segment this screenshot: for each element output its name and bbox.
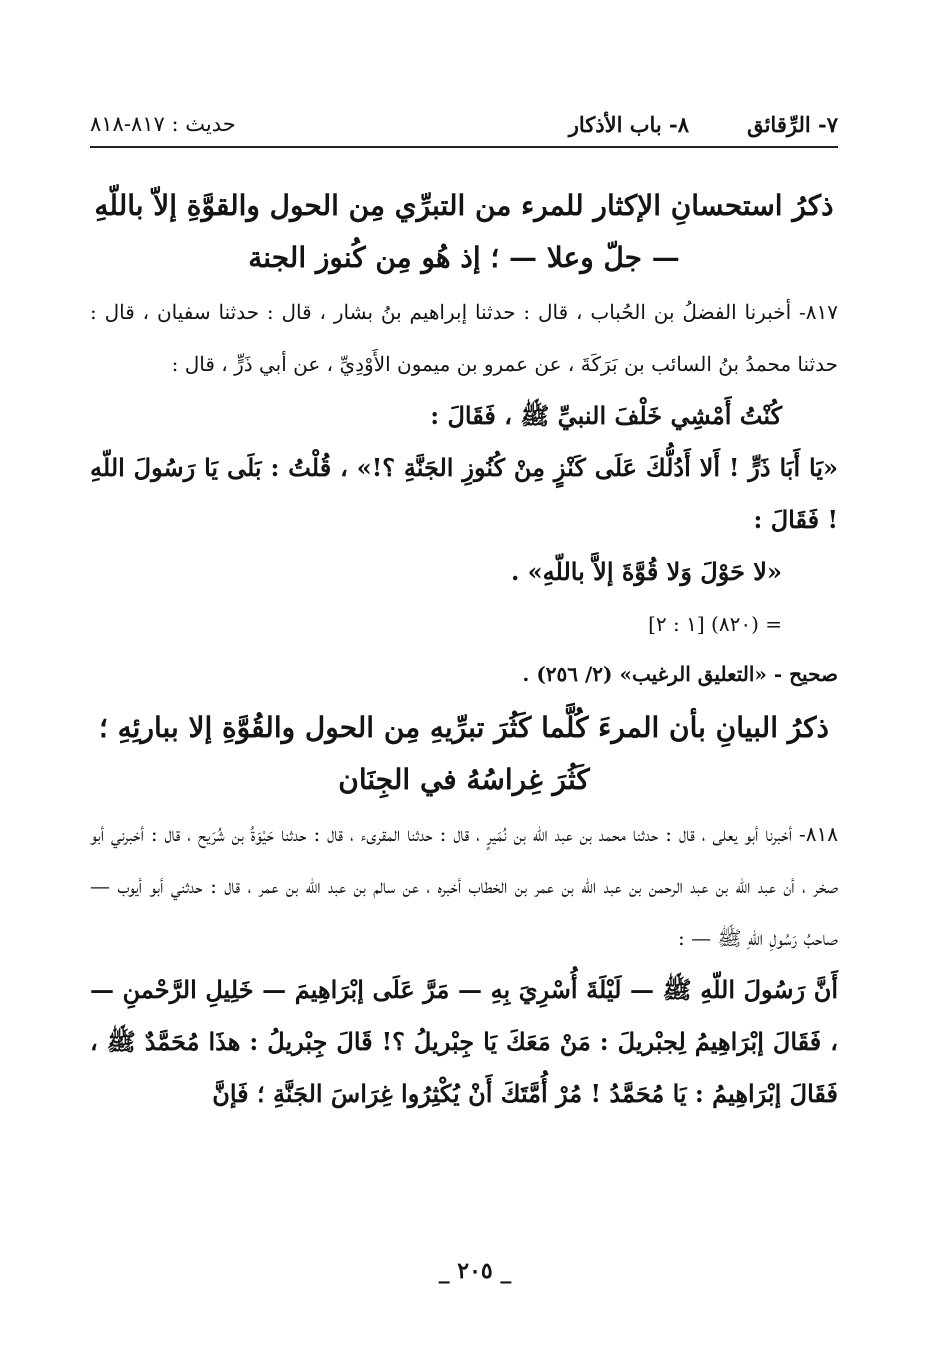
chapter-title: ٧- الرِّقائق xyxy=(747,112,838,137)
hadith-range: حديث : ٨١٧-٨١٨ xyxy=(90,112,236,136)
running-header xyxy=(90,106,838,148)
header-right xyxy=(569,112,838,137)
section-title: ٨- باب الأذكار xyxy=(568,112,690,137)
isnad-817: ٨١٧- أخبرنا الفضلُ بن الحُباب ، قال : حدثنا إبراهيم بنُ بشار ، قال : حدثنا سفيان ، قال : حدثنا محمدُ بنُ السائب بن بَرَكَةَ ، عن عمرو بن ميمون الأَوْدِيِّ ، عن أبي ذَرٍّ ، قال : xyxy=(90,300,838,376)
isnad-818: ٨١٨- أخبرنا أبو يعلى ، قال : حدثنا محمد بن عبد اللّه بن نُمَيرٍ ، قال : حدثنا المقرىء ، قال : حدثنا حَيْوَةُ بن شُرَيح ، قال : أخبرني أبو صخر ، أن عبد اللّه بن عبد الرحمن بن عبد اللّه بن عمر بن الخطاب أخبره ، عن سالم بن عبد اللّه بن عمر ، قال : حدثني أبو أيوب — صاحبُ رَسُولِ اللّهِ ﷺ — : xyxy=(90,822,838,950)
page-number: _ ٢٠٥ _ xyxy=(438,1258,512,1284)
page-body xyxy=(90,176,838,1120)
chapter-heading-2: ذكرُ البيانِ بأن المرءَ كُلَّما كَثُرَ تبرِّيهِ مِن الحول والقُوَّةِ إلا ببارئِهِ ؛ كَثُرَ غِراسُهُ في الجِنَان xyxy=(99,711,829,796)
matn-818: أَنَّ رَسُولَ اللّهِ ﷺ — لَيْلَةَ أُسْرِيَ بِهِ — مَرَّ عَلَى إبْرَاهِيمَ — خَلِيلِ الرَّحْمنِ — ، فَقَالَ إبْرَاهِيمُ لِجبْريلَ : مَنْ مَعَكَ يَا جِبْريلُ ؟! قَالَ جِبْريلُ : هذَا مُحَمَّدٌ ﷺ ، فَقَالَ إبْرَاهِيمُ : يَا مُحَمَّدُ ! مُرْ أُمَّتَكَ أَنْ يُكْثِرُوا غِرَاسَ الجَنَّةِ ؛ فَإنَّ xyxy=(90,975,838,1108)
matn-817-line-2: «يَا أَبَا ذَرٍّ ! أَلا أَدُلُّكَ عَلَى كَنْزٍ مِنْ كُنُوزِ الجَنَّةِ ؟!» ، قُلْتُ : بَلَى يَا رَسُولَ اللّهِ ! فَقَالَ : xyxy=(90,453,838,534)
cross-reference-817: = (٨٢٠) [١ : ٢] xyxy=(648,612,782,636)
matn-817-line-3: «لا حَوْلَ وَلا قُوَّةَ إلاَّ باللّهِ» . xyxy=(510,557,782,586)
chapter-heading-1: ذكرُ استحسانِ الإكثار للمرء من التبرِّي مِن الحول والقوَّةِ إلاّ باللّهِ — جلّ وعلا — ؛ إذ هُو مِن كُنوز الجنة xyxy=(94,189,834,274)
grading-817: صحيح - «التعليق الرغيب» (٢/ ٢٥٦) . xyxy=(522,662,838,686)
matn-817-line-1: كُنْتُ أَمْشِي خَلْفَ النبيِّ ﷺ ، فَقَالَ : xyxy=(430,401,782,430)
